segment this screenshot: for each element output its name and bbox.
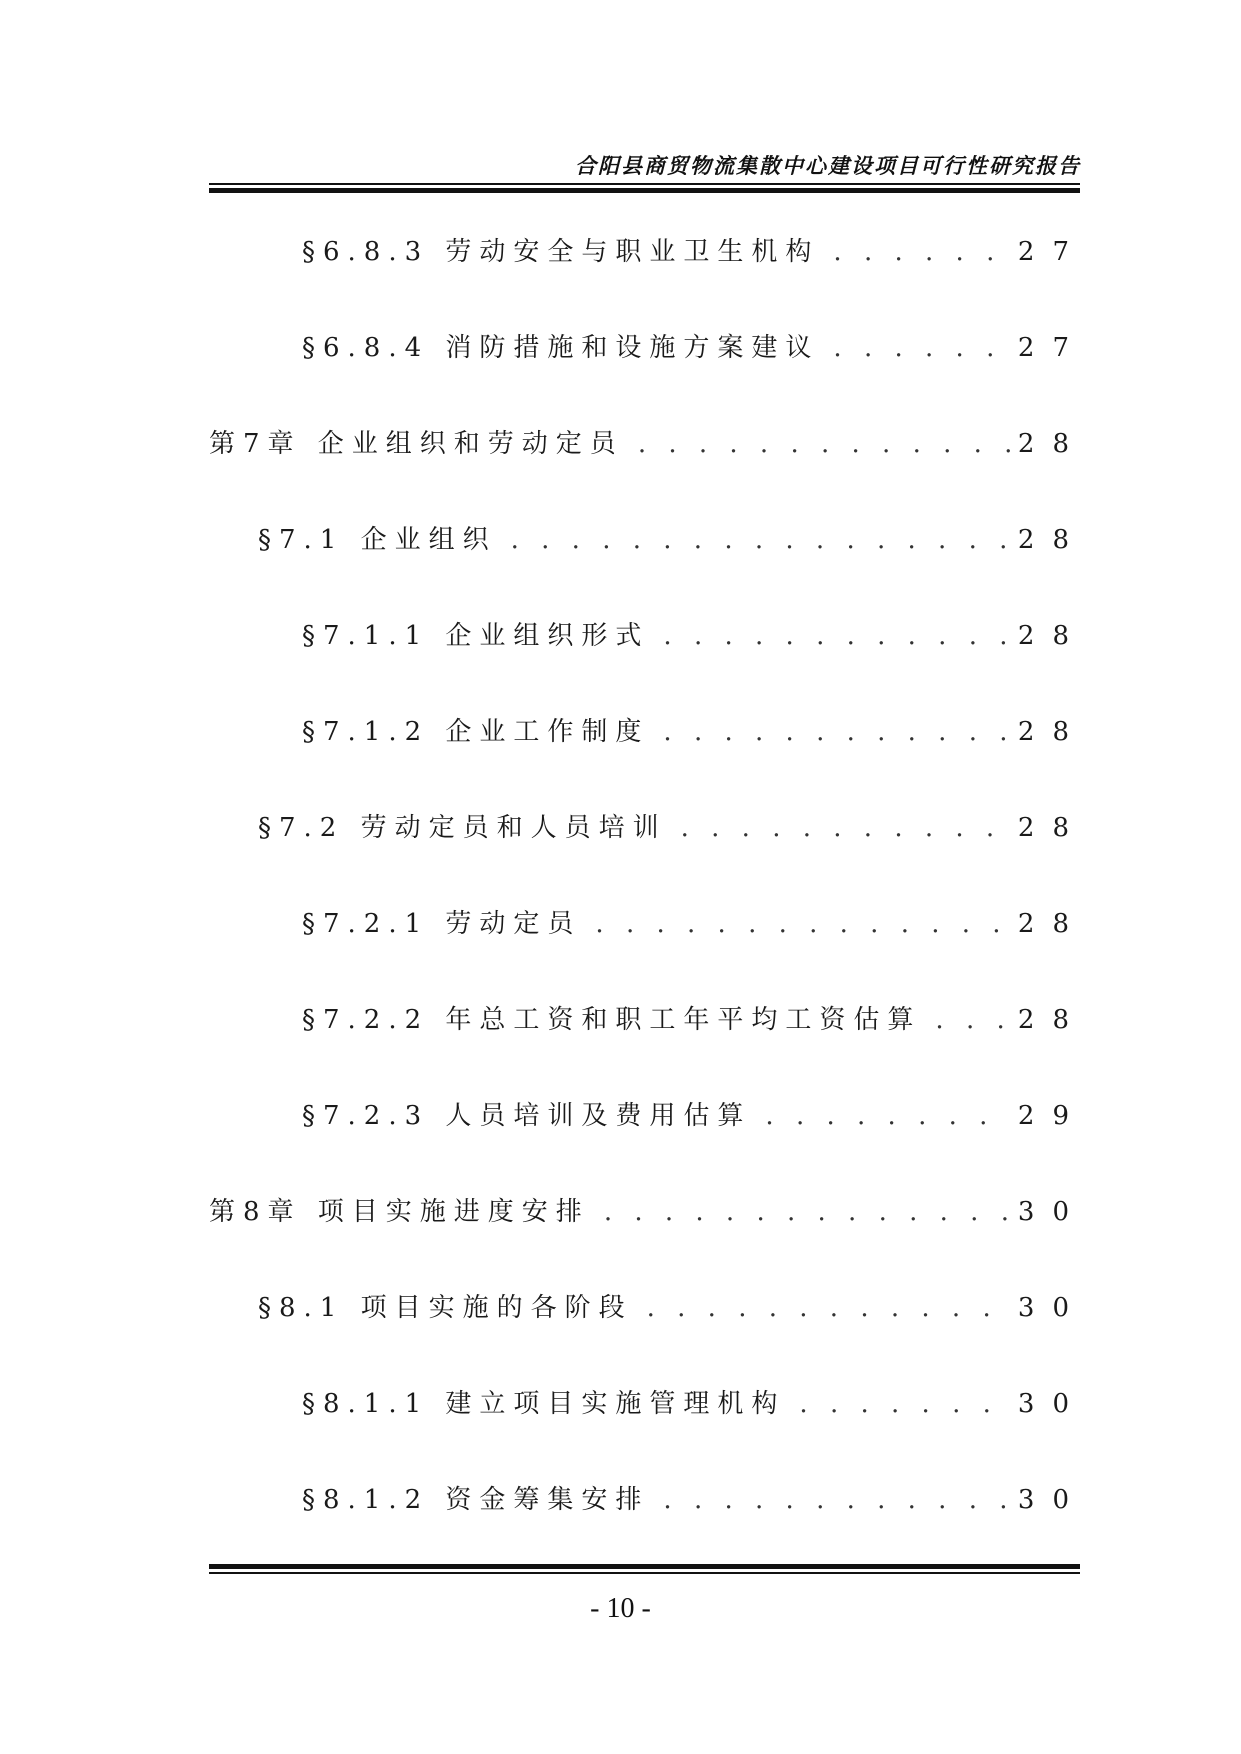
toc-entry-page: 28 <box>1017 717 1087 747</box>
toc-leader-dots <box>833 232 1011 272</box>
toc-entry-page: 29 <box>1017 1101 1087 1131</box>
toc-leader-dots <box>604 1192 1012 1232</box>
toc-entry-label: §7.1.2 企业工作制度 <box>302 717 650 747</box>
toc-entry-label: §6.8.4 消防措施和设施方案建议 <box>302 333 820 363</box>
toc-entry[interactable] <box>302 616 1087 656</box>
toc-entry-page: 28 <box>1017 621 1087 651</box>
toc-entry-page: 30 <box>1017 1293 1087 1323</box>
toc-entry[interactable] <box>258 808 1087 848</box>
toc-leader-dots <box>935 1000 1011 1040</box>
toc-entry-label: §7.1.1 企业组织形式 <box>302 621 650 651</box>
toc-entry-label: 第8章 项目实施进度安排 <box>209 1197 590 1227</box>
toc-entry[interactable] <box>209 424 1087 464</box>
toc-entry-page: 30 <box>1017 1197 1087 1227</box>
toc-entry[interactable] <box>302 1000 1087 1040</box>
footer-rule-thin <box>209 1572 1080 1574</box>
toc-entry[interactable] <box>302 232 1087 272</box>
toc-entry-label: §8.1 项目实施的各阶段 <box>258 1293 633 1323</box>
toc-entry-label: §7.2.1 劳动定员 <box>302 909 582 939</box>
toc-entry-page: 28 <box>1017 429 1087 459</box>
toc-leader-dots <box>663 616 1011 656</box>
toc-entry-label: §7.2.3 人员培训及费用估算 <box>302 1101 752 1131</box>
footer-rule-thick <box>209 1564 1080 1569</box>
toc-entry-label: §6.8.3 劳动安全与职业卫生机构 <box>302 237 820 267</box>
toc-entry-page: 28 <box>1017 1005 1087 1035</box>
toc-entry[interactable] <box>302 1096 1087 1136</box>
toc-entry[interactable] <box>302 712 1087 752</box>
toc-entry-label: §8.1.1 建立项目实施管理机构 <box>302 1389 786 1419</box>
toc-leader-dots <box>663 1480 1011 1520</box>
toc-entry[interactable] <box>302 328 1087 368</box>
toc-entry[interactable] <box>258 520 1087 560</box>
toc-entry[interactable] <box>302 1480 1087 1520</box>
toc-leader-dots <box>511 520 1012 560</box>
report-title: 合阳县商贸物流集散中心建设项目可行性研究报告 <box>575 153 1081 178</box>
toc-entry[interactable] <box>258 1288 1087 1328</box>
toc-entry-page: 27 <box>1017 237 1087 267</box>
toc-leader-dots <box>663 712 1011 752</box>
toc-entry-label: §7.1 企业组织 <box>258 525 497 555</box>
toc-entry-label: §8.1.2 资金筹集安排 <box>302 1485 650 1515</box>
toc-entry-page: 27 <box>1017 333 1087 363</box>
toc-entry-label: 第7章 企业组织和劳动定员 <box>209 429 624 459</box>
toc-entry[interactable] <box>302 1384 1087 1424</box>
toc-entry[interactable] <box>302 904 1087 944</box>
toc-entry-page: 28 <box>1017 525 1087 555</box>
toc-entry-label: §7.2 劳动定员和人员培训 <box>258 813 667 843</box>
toc-leader-dots <box>647 1288 1012 1328</box>
toc-leader-dots <box>765 1096 1011 1136</box>
toc-leader-dots <box>638 424 1012 464</box>
toc-entry-page: 28 <box>1017 813 1087 843</box>
toc-entry[interactable] <box>209 1192 1087 1232</box>
page-number: - 10 - <box>590 1593 651 1624</box>
toc-entry-page: 30 <box>1017 1485 1087 1515</box>
toc-entry-label: §7.2.2 年总工资和职工年平均工资估算 <box>302 1005 922 1035</box>
toc-entry-page: 30 <box>1017 1389 1087 1419</box>
toc-leader-dots <box>799 1384 1011 1424</box>
toc-entry-page: 28 <box>1017 909 1087 939</box>
toc-leader-dots <box>833 328 1011 368</box>
toc-leader-dots <box>595 904 1011 944</box>
toc-leader-dots <box>681 808 1012 848</box>
